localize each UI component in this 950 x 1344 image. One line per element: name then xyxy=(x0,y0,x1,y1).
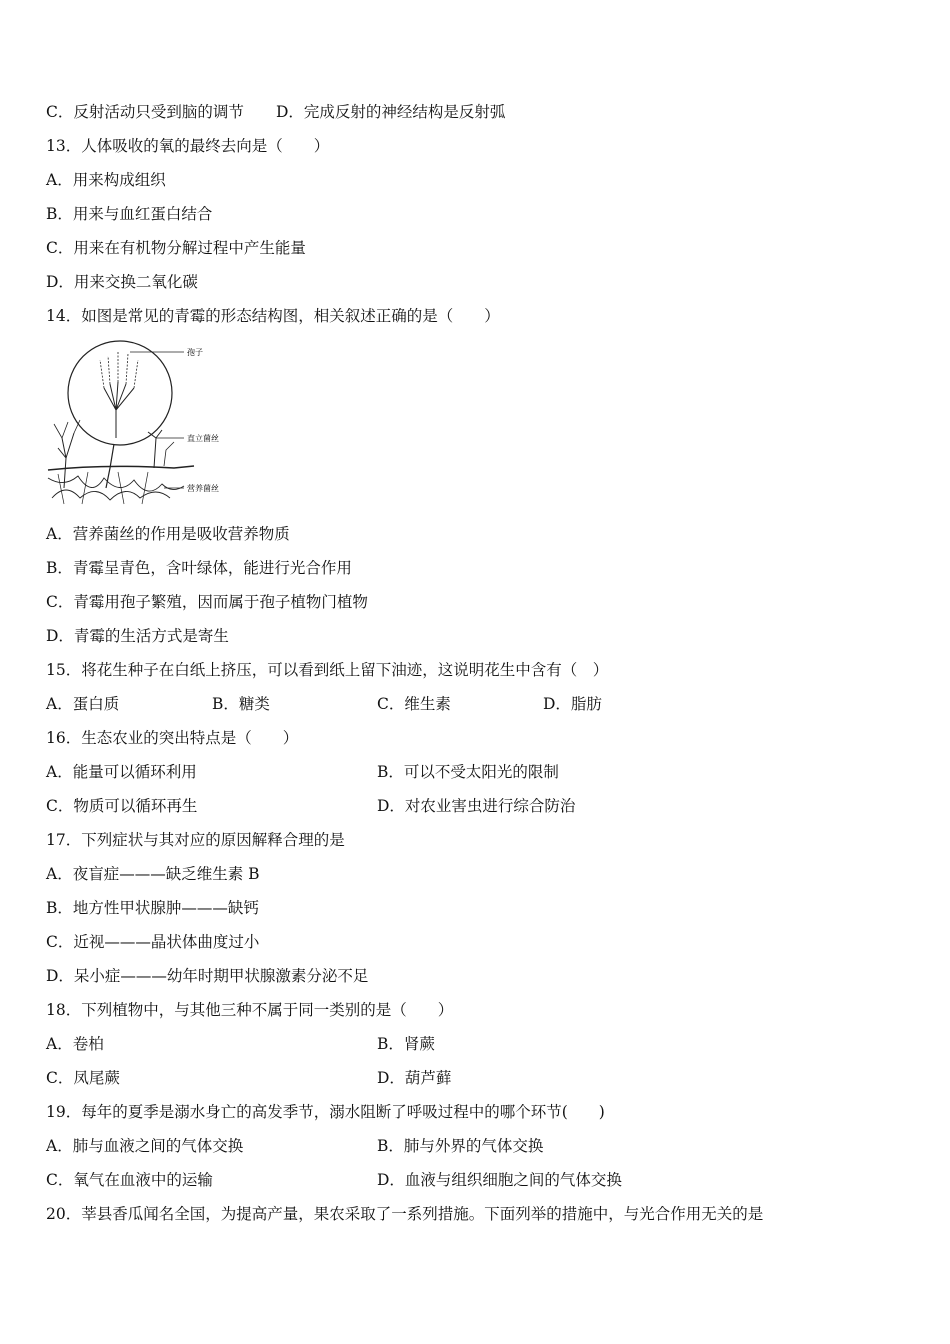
q15-option-a: A．蛋白质 xyxy=(46,695,120,713)
upright-hyphae-label: 直立菌丝 xyxy=(187,434,219,443)
q16-option-b: B．可以不受太阳光的限制 xyxy=(377,763,559,781)
q19-stem: 19．每年的夏季是溺水身亡的高发季节，溺水阻断了呼吸过程中的哪个环节( ) xyxy=(46,1103,605,1121)
q14-option-d: D．青霉的生活方式是寄生 xyxy=(46,627,229,645)
q13-stem: 13．人体吸收的氧的最终去向是（ ） xyxy=(46,137,330,155)
penicillium-diagram xyxy=(44,338,244,508)
q16-option-d: D．对农业害虫进行综合防治 xyxy=(377,797,576,815)
q17-option-c: C．近视———晶状体曲度过小 xyxy=(46,933,260,951)
q17-option-d: D．呆小症———幼年时期甲状腺激素分泌不足 xyxy=(46,967,369,985)
q14-option-b: B．青霉呈青色，含叶绿体，能进行光合作用 xyxy=(46,559,352,577)
q15-option-c: C．维生素 xyxy=(377,695,451,713)
q16-option-a: A．能量可以循环利用 xyxy=(46,763,197,781)
spore-label: 孢子 xyxy=(187,348,203,357)
q12-option-d: D．完成反射的神经结构是反射弧 xyxy=(276,103,506,121)
q18-stem: 18．下列植物中，与其他三种不属于同一类别的是（ ） xyxy=(46,1001,454,1019)
q13-option-b: B．用来与血红蛋白结合 xyxy=(46,205,213,223)
q19-option-a: A．肺与血液之间的气体交换 xyxy=(46,1137,244,1155)
q13-option-d: D．用来交换二氧化碳 xyxy=(46,273,198,291)
q17-option-b: B．地方性甲状腺肿———缺钙 xyxy=(46,899,259,917)
q18-option-d: D．葫芦藓 xyxy=(377,1069,452,1087)
q13-option-a: A．用来构成组织 xyxy=(46,171,166,189)
penicillium-figure xyxy=(44,338,244,508)
q16-stem: 16．生态农业的突出特点是（ ） xyxy=(46,729,299,747)
q19-option-c: C．氧气在血液中的运输 xyxy=(46,1171,213,1189)
q15-option-b: B．糖类 xyxy=(212,695,270,713)
q16-option-c: C．物质可以循环再生 xyxy=(46,797,198,815)
q19-option-b: B．肺与外界的气体交换 xyxy=(377,1137,544,1155)
q13-option-c: C．用来在有机物分解过程中产生能量 xyxy=(46,239,306,257)
q17-option-a: A．夜盲症———缺乏维生素 B xyxy=(46,865,260,883)
q12-option-c: C．反射活动只受到脑的调节 xyxy=(46,103,244,121)
q18-option-a: A．卷柏 xyxy=(46,1035,104,1053)
q18-option-c: C．凤尾蕨 xyxy=(46,1069,120,1087)
q15-option-d: D．脂肪 xyxy=(543,695,602,713)
q14-option-c: C．青霉用孢子繁殖，因而属于孢子植物门植物 xyxy=(46,593,368,611)
q20-stem: 20．莘县香瓜闻名全国，为提高产量，果农采取了一系列措施。下面列举的措施中，与光合作用无关的是 xyxy=(46,1205,764,1223)
q19-option-d: D．血液与组织细胞之间的气体交换 xyxy=(377,1171,622,1189)
q15-stem: 15．将花生种子在白纸上挤压，可以看到纸上留下油迹，这说明花生中含有（ ） xyxy=(46,661,609,679)
q17-stem: 17．下列症状与其对应的原因解释合理的是 xyxy=(46,831,345,849)
q14-stem: 14．如图是常见的青霉的形态结构图，相关叙述正确的是（ ） xyxy=(46,307,500,325)
q14-option-a: A．营养菌丝的作用是吸收营养物质 xyxy=(46,525,290,543)
nutrient-hyphae-label: 营养菌丝 xyxy=(187,484,219,493)
q18-option-b: B．肾蕨 xyxy=(377,1035,435,1053)
